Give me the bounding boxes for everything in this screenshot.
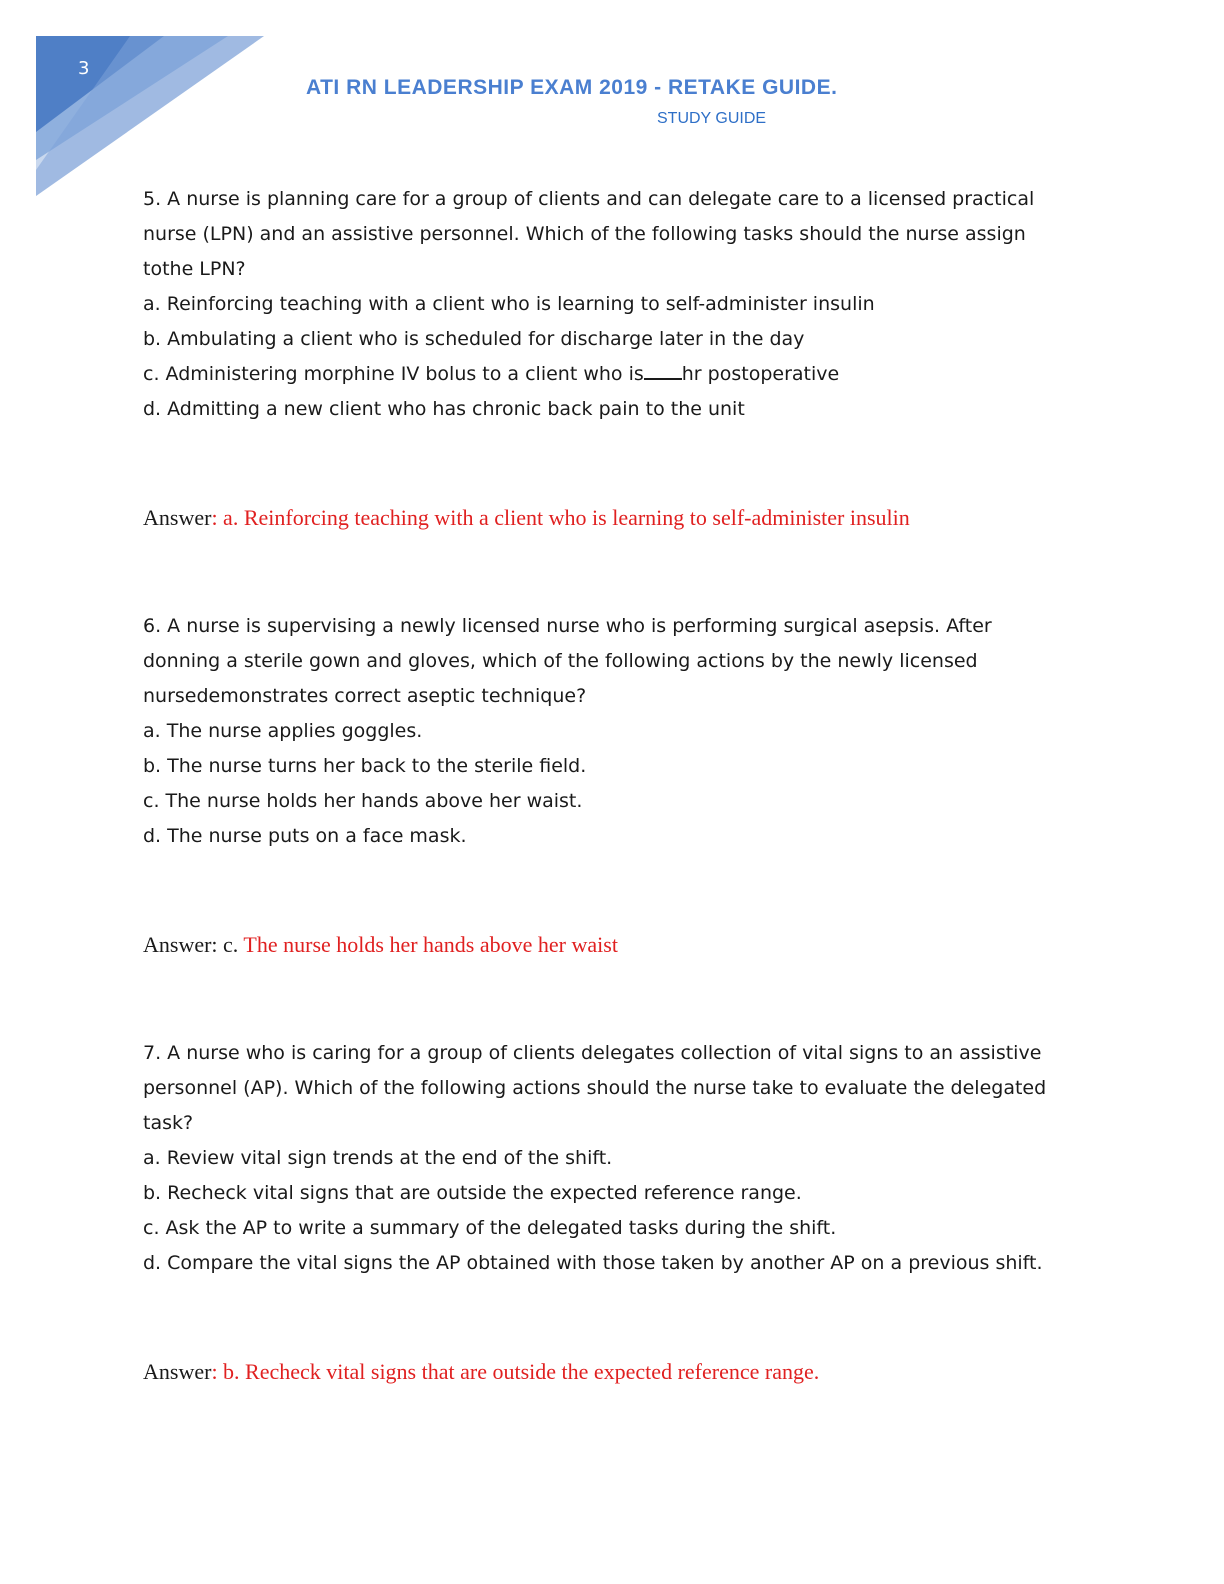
option-a: a. Review vital sign trends at the end of the shift. [143,1147,613,1169]
answer-7 [143,1357,1063,1387]
option-a: a. Reinforcing teaching with a client who is learning to self-administer insulin [143,293,875,315]
option-c: c. Ask the AP to write a summary of the delegated tasks during the shift. [143,1217,837,1239]
answer-label: Answer [143,1359,212,1384]
option-b: b. Ambulating a client who is scheduled for discharge later in the day [143,328,805,350]
question-6 [143,609,1063,854]
option-c-text: c. Administering morphine IV bolus to a client who is [143,363,644,385]
blank-line [644,358,682,380]
answer-text: : a. Reinforcing teaching with a client who is learning to self-administer insulin [211,505,910,530]
answer-text: : b. Recheck vital signs that are outside the expected reference range. [211,1359,820,1384]
option-d: d. Admitting a new client who has chronic back pain to the unit [143,398,745,420]
option-a: a. The nurse applies goggles. [143,720,423,742]
document-title: ATI RN LEADERSHIP EXAM 2019 - RETAKE GUIDE. [306,76,838,99]
answer-label: Answer: c. [143,932,244,957]
document-subtitle: STUDY GUIDE [657,110,767,127]
answer-6 [143,930,1063,960]
question-stem: 5. A nurse is planning care for a group of clients and can delegate care to a licensed practical nurse (LPN) and an assistive personnel. Which of the following tasks should the nurse assign tothe LPN? [143,188,1035,280]
question-stem: 7. A nurse who is caring for a group of clients delegates collection of vital signs to an assistive personnel (AP). Which of the following actions should the nurse take to evaluate the delegated task? [143,1042,1047,1134]
answer-label: Answer [143,505,212,530]
question-stem: 6. A nurse is supervising a newly licensed nurse who is performing surgical asepsis. After donning a sterile gown and gloves, which of the following actions by the newly licensed nursedemonstrates correct aseptic technique? [143,615,992,707]
option-d: d. Compare the vital signs the AP obtained with those taken by another AP on a previous shift. [143,1252,1043,1274]
option-b: b. The nurse turns her back to the sterile field. [143,755,587,777]
question-7 [143,1036,1063,1281]
page-number: 3 [78,58,90,79]
option-c [143,357,1063,392]
answer-text: The nurse holds her hands above her waist [243,932,618,957]
question-5 [143,182,1063,427]
answer-5 [143,503,1063,533]
option-d: d. The nurse puts on a face mask. [143,825,467,847]
option-c-suffix: hr postoperative [681,363,840,385]
option-b: b. Recheck vital signs that are outside the expected reference range. [143,1182,802,1204]
document-body [143,182,1063,1387]
option-c: c. The nurse holds her hands above her waist. [143,790,583,812]
